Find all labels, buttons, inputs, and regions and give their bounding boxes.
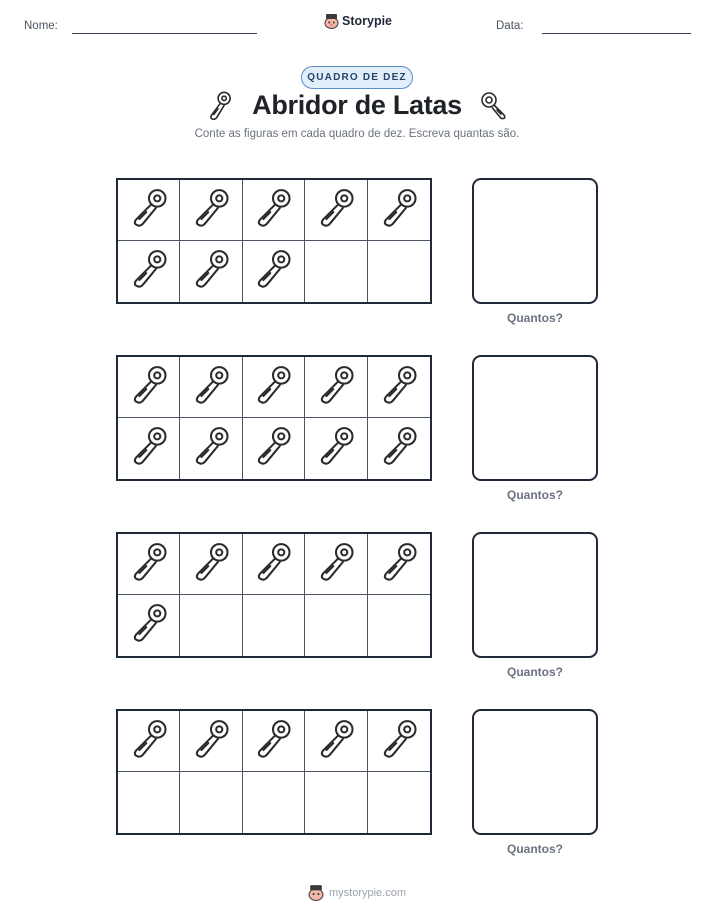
answer-box-4[interactable]	[472, 709, 598, 835]
ten-frame-cell	[180, 534, 242, 595]
ten-frame-cell	[305, 595, 367, 656]
can-opener-icon	[314, 540, 358, 589]
ten-frame-cell	[368, 180, 430, 241]
storypie-mascot-icon	[308, 884, 324, 901]
date-line[interactable]	[542, 33, 691, 34]
ten-frame-4	[116, 709, 432, 835]
can-opener-icon	[377, 186, 421, 235]
ten-frame-cell	[243, 418, 305, 479]
ten-frame-cell	[305, 772, 367, 833]
ten-frame-cell	[368, 534, 430, 595]
answer-label-2: Quantos?	[507, 488, 563, 502]
answer-box-1[interactable]	[472, 178, 598, 304]
can-opener-icon	[127, 247, 171, 296]
can-opener-icon	[127, 601, 171, 650]
can-opener-icon	[478, 89, 510, 121]
ten-frame-cell	[243, 772, 305, 833]
ten-frame-cell	[368, 357, 430, 418]
can-opener-icon	[377, 363, 421, 412]
title-row	[0, 89, 714, 121]
can-opener-icon	[127, 186, 171, 235]
can-opener-icon	[251, 247, 295, 296]
ten-frame-cell	[243, 180, 305, 241]
ten-frame-cell	[243, 534, 305, 595]
footer	[0, 884, 714, 901]
ten-frame-cell	[243, 241, 305, 302]
brand-name: Storypie	[342, 14, 393, 28]
can-opener-icon	[189, 363, 233, 412]
ten-frame-cell	[180, 357, 242, 418]
ten-frame-cell	[180, 241, 242, 302]
can-opener-icon	[202, 87, 238, 123]
instructions: Conte as figuras em cada quadro de dez. Escreva quantas são.	[194, 128, 520, 140]
can-opener-icon	[189, 717, 233, 766]
answer-box-2[interactable]	[472, 355, 598, 481]
can-opener-icon	[251, 424, 295, 473]
ten-frame-cell	[118, 357, 180, 418]
ten-frame-cell	[305, 241, 367, 302]
can-opener-icon	[251, 717, 295, 766]
can-opener-icon	[127, 540, 171, 589]
ten-frame-cell	[118, 711, 180, 772]
ten-frame-cell	[180, 418, 242, 479]
can-opener-icon	[377, 717, 421, 766]
can-opener-icon	[314, 363, 358, 412]
can-opener-icon	[189, 186, 233, 235]
ten-frame-cell	[243, 595, 305, 656]
can-opener-icon	[127, 363, 171, 412]
can-opener-icon	[127, 424, 171, 473]
ten-frame-cell	[243, 357, 305, 418]
ten-frame-cell	[305, 357, 367, 418]
can-opener-icon	[189, 424, 233, 473]
ten-frame-cell	[368, 595, 430, 656]
can-opener-icon	[251, 540, 295, 589]
ten-frame-cell	[368, 241, 430, 302]
ten-frame-1	[116, 178, 432, 304]
name-line[interactable]	[72, 33, 257, 34]
ten-frame-cell	[118, 180, 180, 241]
page-title: Abridor de Latas	[252, 89, 462, 120]
answer-label-4: Quantos?	[507, 842, 563, 856]
can-opener-icon	[314, 424, 358, 473]
ten-frame-cell	[118, 418, 180, 479]
ten-frame-3	[116, 532, 432, 658]
brand-logo	[324, 13, 392, 29]
can-opener-icon	[189, 540, 233, 589]
ten-frame-cell	[118, 772, 180, 833]
ten-frame-cell	[118, 534, 180, 595]
footer-url[interactable]: mystorypie.com	[328, 886, 407, 899]
ten-frame-2	[116, 355, 432, 481]
storypie-mascot-icon	[324, 13, 339, 29]
can-opener-icon	[314, 186, 358, 235]
answer-label-1: Quantos?	[507, 311, 563, 325]
ten-frame-cell	[305, 711, 367, 772]
ten-frame-cell	[368, 772, 430, 833]
ten-frame-cell	[243, 711, 305, 772]
ten-frame-cell	[180, 772, 242, 833]
answer-box-3[interactable]	[472, 532, 598, 658]
worksheet-type-badge: QUADRO DE DEZ	[301, 66, 413, 89]
ten-frame-cell	[118, 241, 180, 302]
can-opener-icon	[189, 247, 233, 296]
ten-frame-cell	[368, 418, 430, 479]
ten-frame-cell	[180, 595, 242, 656]
date-label: Data:	[496, 20, 524, 32]
can-opener-icon	[377, 424, 421, 473]
name-label: Nome:	[24, 20, 58, 32]
can-opener-icon	[314, 717, 358, 766]
can-opener-icon	[377, 540, 421, 589]
answer-label-3: Quantos?	[507, 665, 563, 679]
ten-frame-cell	[368, 711, 430, 772]
can-opener-icon	[251, 363, 295, 412]
can-opener-icon	[127, 717, 171, 766]
ten-frame-cell	[118, 595, 180, 656]
ten-frame-cell	[305, 180, 367, 241]
ten-frame-cell	[305, 418, 367, 479]
ten-frame-cell	[180, 180, 242, 241]
ten-frame-cell	[180, 711, 242, 772]
ten-frame-cell	[305, 534, 367, 595]
can-opener-icon	[251, 186, 295, 235]
